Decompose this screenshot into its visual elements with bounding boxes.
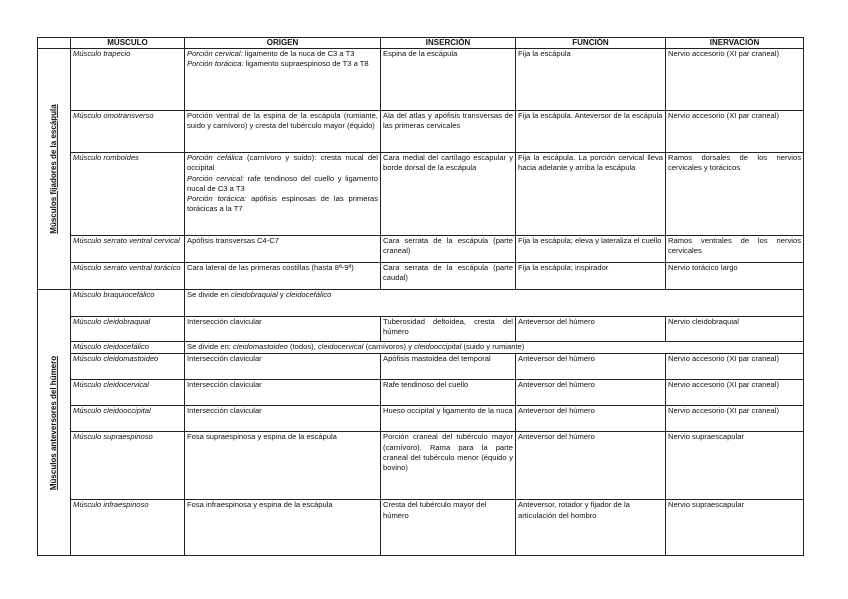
table-row	[38, 354, 804, 380]
function-cell: Fija la escápula. Anteversor de la escápula	[516, 111, 666, 153]
table-row	[38, 380, 804, 406]
insertion-cell: Apófisis mastoidea del temporal	[381, 354, 516, 380]
header-row	[38, 38, 804, 49]
origin-cell: Fosa infraespinosa y espina de la escápula	[185, 500, 381, 556]
function-cell: Anteversor del húmero	[516, 354, 666, 380]
insertion-cell: Espina de la escápula	[381, 49, 516, 111]
innervation-cell: Ramos dorsales de los nervios cervicales y torácicos	[666, 153, 804, 236]
origin-cell	[185, 153, 381, 236]
group-cell-fijadores	[38, 49, 71, 290]
insertion-cell: Cara serrata de la escápula (parte craneal)	[381, 236, 516, 263]
note-term: cleidooccipital	[414, 342, 462, 351]
origin-text: rafe tendinoso del cuello y ligamento nucal de C3 a T3	[187, 173, 378, 193]
muscle-name: Músculo serrato ventral torácico	[71, 263, 185, 290]
group-cell-anteversores	[38, 290, 71, 556]
muscle-name: Músculo omotransverso	[71, 111, 185, 153]
insertion-cell: Porción craneal del tubérculo mayor (carnívoro). Rama para la parte craneal del tubérculo menor (équido y bovino)	[381, 432, 516, 500]
table-row	[38, 263, 804, 290]
origin-cell: Intersección clavicular	[185, 354, 381, 380]
note-text: Se divide en	[187, 290, 231, 299]
table-row	[38, 342, 804, 354]
innervation-cell: Nervio accesorio (XI par craneal)	[666, 49, 804, 111]
note-text: (todos),	[287, 342, 318, 351]
origin-text: (carnívoro y suido): cresta nucal del occipital	[187, 153, 378, 173]
header-musculo: MÚSCULO	[71, 38, 185, 49]
table-row	[38, 317, 804, 342]
division-note	[185, 290, 804, 317]
origin-label: Porción torácica:	[187, 194, 247, 204]
division-note	[185, 342, 804, 354]
function-cell: Fija la escápula. La porción cervical lleva hacia adelante y arriba la escápula	[516, 153, 666, 236]
origin-cell	[185, 49, 381, 111]
function-cell: Fija la escápula; inspirador	[516, 263, 666, 290]
group-label-fijadores: Músculos fijadores de la escápula	[48, 104, 58, 234]
muscle-name: Músculo cleidobraquial	[71, 317, 185, 342]
table-row	[38, 432, 804, 500]
function-cell: Anteversor del húmero	[516, 317, 666, 342]
origin-cell: Porción ventral de la espina de la escápula (rumiante, suido y carnívoro) y cresta del tubérculo mayor (équido)	[185, 111, 381, 153]
innervation-cell: Nervio supraescapular	[666, 432, 804, 500]
muscle-table	[37, 37, 804, 556]
innervation-cell: Nervio torácico largo	[666, 263, 804, 290]
group-label-anteversores: Músculos anteversores del húmero	[48, 355, 58, 490]
table-row	[38, 406, 804, 432]
note-term: cleidocefálico	[285, 290, 332, 299]
muscle-name: Músculo braquiocefálico	[71, 290, 185, 317]
function-cell: Anteversor del húmero	[516, 380, 666, 406]
origin-cell: Intersección clavicular	[185, 380, 381, 406]
origin-label: Porción cefálica	[187, 153, 243, 162]
table-row	[38, 500, 804, 556]
innervation-cell: Nervio accesorio (XI par craneal)	[666, 111, 804, 153]
muscle-name: Músculo romboides	[71, 153, 185, 236]
note-text: (suido y rumiante)	[461, 342, 525, 351]
innervation-cell: Nervio supraescapular	[666, 500, 804, 556]
innervation-cell: Nervio accesorio (XI par craneal)	[666, 354, 804, 380]
table-row	[38, 49, 804, 111]
origin-text: ligamento supraespinoso de T3 a T8	[243, 59, 369, 69]
table-row	[38, 236, 804, 263]
origin-text: apófisis espinosas de las primeras torácicas a la T7	[187, 194, 378, 214]
function-cell: Anteversor del húmero	[516, 432, 666, 500]
function-cell: Fija la escápula; eleva y lateraliza el cuello	[516, 236, 666, 263]
muscle-name: Músculo serrato ventral cervical	[71, 236, 185, 263]
table-row	[38, 290, 804, 317]
origin-cell: Apófisis transversas C4-C7	[185, 236, 381, 263]
function-cell: Anteversor del húmero	[516, 406, 666, 432]
muscle-name: Músculo cleidooccipital	[71, 406, 185, 432]
note-term: cleidobraquial	[230, 290, 278, 299]
innervation-cell: Ramos ventrales de los nervios cervicales	[666, 236, 804, 263]
origin-cell: Intersección clavicular	[185, 406, 381, 432]
insertion-cell: Rafe tendinoso del cuello	[381, 380, 516, 406]
table-row	[38, 153, 804, 236]
muscle-name: Músculo supraespinoso	[71, 432, 185, 500]
header-funcion: FUNCIÓN	[516, 38, 666, 49]
insertion-cell: Ala del atlas y apófisis transversas de las primeras cervicales	[381, 111, 516, 153]
muscle-name: Músculo cleidocervical	[71, 380, 185, 406]
function-cell: Fija la escápula	[516, 49, 666, 111]
muscle-name: Músculo infraespinoso	[71, 500, 185, 556]
innervation-cell: Nervio accesorio (XI par craneal)	[666, 380, 804, 406]
corner-cell	[38, 38, 71, 49]
muscle-name: Músculo cleidomastoideo	[71, 354, 185, 380]
origin-cell: Fosa supraespinosa y espina de la escápula	[185, 432, 381, 500]
insertion-cell: Tuberosidad deltoidea, cresta del húmero	[381, 317, 516, 342]
origin-label: Porción cervical:	[187, 49, 243, 58]
header-origen: ORIGEN	[185, 38, 381, 49]
function-cell: Anteversor, rotador y fijador de la articulación del hombro	[516, 500, 666, 556]
origin-label: Porción torácica:	[187, 59, 244, 69]
origin-cell: Cara lateral de las primeras costillas (hasta 8ª-9ª)	[185, 263, 381, 290]
insertion-cell: Hueso occipital y ligamento de la nuca	[381, 406, 516, 432]
insertion-cell: Cresta del tubérculo mayor del húmero	[381, 500, 516, 556]
note-term: cleidomastoideo	[233, 342, 288, 351]
header-insercion: INSERCIÓN	[381, 38, 516, 49]
note-text: y	[277, 290, 286, 299]
muscle-name: Músculo trapecio	[71, 49, 185, 111]
origin-text: ligamento de la nuca de C3 a T3	[242, 49, 355, 58]
insertion-cell: Cara serrata de la escápula (parte caudal)	[381, 263, 516, 290]
innervation-cell: Nervio cleidobraquial	[666, 317, 804, 342]
note-text: (carnívoros) y	[363, 342, 415, 351]
insertion-cell: Cara medial del cartílago escapular y borde dorsal de la escápula	[381, 153, 516, 236]
origin-cell: Intersección clavicular	[185, 317, 381, 342]
muscle-name: Músculo cleidocefálico	[71, 342, 185, 354]
note-term: cleidocervical	[317, 342, 364, 351]
header-inervacion: INERVACIÓN	[666, 38, 804, 49]
innervation-cell: Nervio accesorio (XI par craneal)	[666, 406, 804, 432]
origin-label: Porción cervical:	[187, 173, 245, 183]
note-text: Se divide en:	[187, 342, 234, 351]
table-row	[38, 111, 804, 153]
